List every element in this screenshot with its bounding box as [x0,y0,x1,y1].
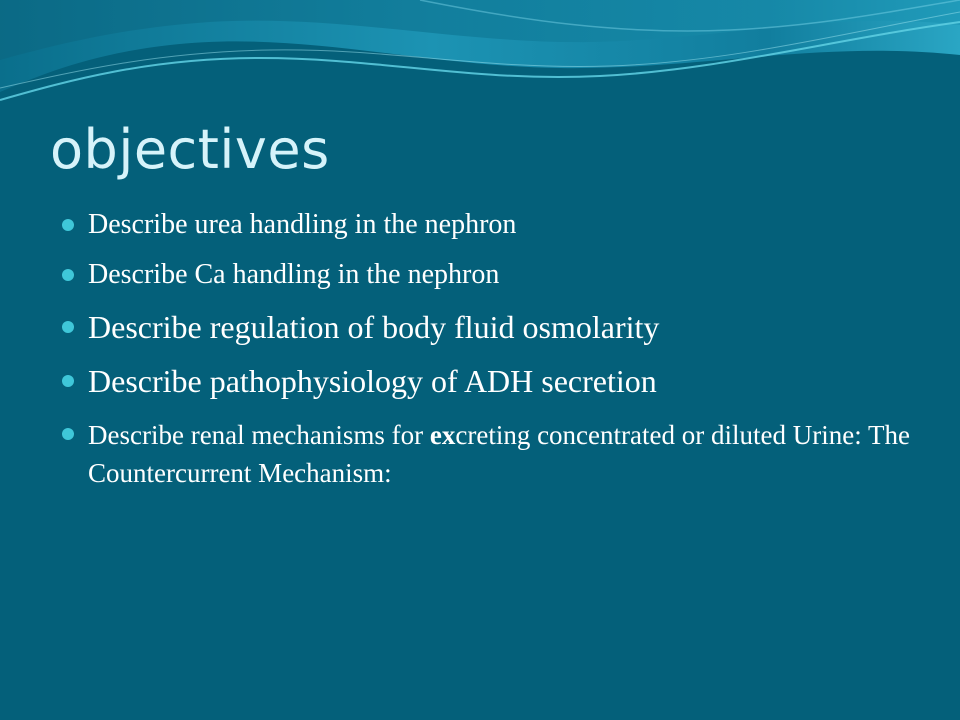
bullet-text: Describe urea handling in the nephron [88,209,517,240]
bullet-text: Describe renal mechanisms for [88,420,430,450]
bullet-dot-icon [62,321,74,333]
list-item [62,308,912,346]
bullet-text: creting concentrated or diluted Urine: The Countercurrent Mechanism: [88,420,910,488]
bullet-dot-icon [62,219,74,231]
list-item [62,208,912,242]
bullet-text: Describe regulation of body fluid osmolarity [88,309,660,345]
bullet-text: Describe Ca handling in the nephron [88,259,500,290]
objectives-list [62,208,912,492]
list-item [62,362,912,400]
bullet-dot-icon [62,428,74,440]
bullet-text-bold: ex [429,420,456,450]
bullet-dot-icon [62,269,74,281]
header-wave-decoration [0,0,960,130]
list-item [62,416,912,492]
bullet-dot-icon [62,375,74,387]
bullet-text: Describe pathophysiology of ADH secretion [88,363,657,399]
slide-title: objectives [50,118,330,181]
list-item [62,258,912,292]
